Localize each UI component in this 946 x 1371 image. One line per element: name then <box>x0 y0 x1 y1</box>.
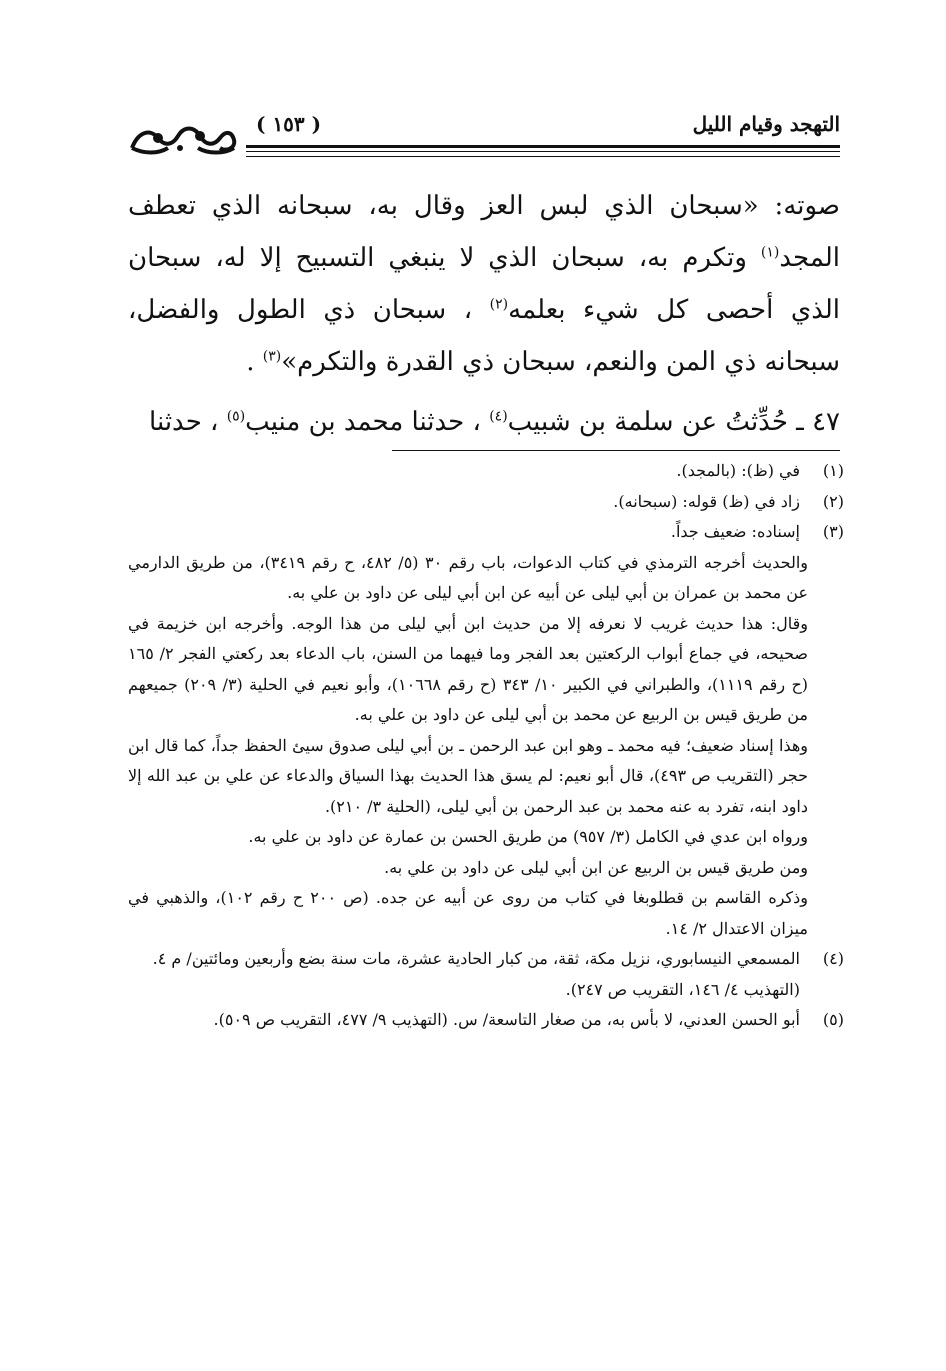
header-rule <box>246 151 840 152</box>
footnote-paragraph: وهذا إسناد ضعيف؛ فيه محمد ـ وهو ابن عبد الرحمن ـ بن أبي ليلى صدوق سيئ الحفظ جداً، كما قال ابن حجر (التقريب ص ٤٩٣)، قال أبو نعيم: لم يسق هذا الحديث بهذا السياق والدعاء عن علي بن عبد الله إلا داود ابنه، تفرد به عنه محمد بن عبد الرحمن بن أبي ليلى، (الحلية ٣/ ٢١٠). <box>128 735 809 816</box>
main-text <box>128 180 840 448</box>
footnote-ref[interactable]: (٤) <box>489 408 508 425</box>
footnote-text: في (ظ): (بالمجد). <box>676 461 800 480</box>
footnote-2 <box>128 487 844 518</box>
header-rule <box>246 156 840 157</box>
footnote-ref[interactable]: (٣) <box>262 348 282 365</box>
page-header <box>128 108 840 164</box>
footnote-ref[interactable]: (٥) <box>226 408 246 425</box>
footnote-text: المسمعي النيسابوري، نزيل مكة، ثقة، من كبار الحادية عشرة، مات سنة بضع وأربعين ومائتين/ م ٤. (التهذيب ٤/ ١٤٦، التقريب ص ٢٤٧). <box>152 949 800 999</box>
footnote-number: (٤) <box>822 949 844 968</box>
footnote-number: (٢) <box>822 491 844 511</box>
footnote-3-body <box>128 548 844 945</box>
footnote-number: (١) <box>822 461 844 480</box>
footnote-3 <box>128 517 844 548</box>
footnote-1 <box>128 456 844 487</box>
footnote-paragraph: ومن طريق قيس بن الربيع عن ابن أبي ليلى عن داود بن علي به. <box>384 857 808 877</box>
footnote-text: زاد في (ظ) قوله: (سبحانه). <box>613 491 800 511</box>
footnote-ref[interactable]: (١) <box>760 244 780 261</box>
hadith-paragraph: ٤٧ ـ حُدِّثتُ عن سلمة بن شبيب$^{(٤)}$ ، حدثنا محمد بن منيب$^{(٥)}$ ، حدثنا <box>149 407 840 437</box>
footnote-4 <box>128 944 844 1005</box>
footnotes <box>128 456 844 1036</box>
running-title: التهجد وقيام الليل <box>692 112 840 136</box>
footnote-paragraph: وقال: هذا حديث غريب لا نعرفه إلا من حديث ابن أبي ليلى من هذا الوجه. وأخرجه ابن خزيمة في صحيحه، في جماع أبواب الركعتين بعد الفجر وما فيهما من السنن، باب الدعاء بعد ركعتي الفجر ٢/ ١٦٥ (ح رقم ١١١٩)، والطبراني في الكبير ١٠/ ٣٤٣ (ح رقم ١٠٦٦٨)، وأبو نعيم في الحلية (٣/ ٢٠٩) جميعهم من طريق قيس بن الربيع عن محمد بن أبي ليلى عن داود بن علي به. <box>128 613 809 724</box>
header-rule <box>246 145 840 148</box>
main-paragraph: صوته: «سبحان الذي لبس العز وقال به، سبحانه الذي تعطف المجد$^{(١)}$ وتكرم به، سبحان الذي لا ينبغي التسبيح إلا له، سبحان الذي أحصى كل شيء بعلمه$^{(٢)}$ ، سبحان ذي الطول والفضل، سبحانه ذي المن والنعم، سبحان ذي القدرة والتكرم»$^{(٣)}$ . <box>128 191 841 377</box>
footnote-separator <box>392 450 840 451</box>
footnote-5 <box>128 1005 844 1036</box>
footnote-paragraph: والحديث أخرجه الترمذي في كتاب الدعوات، باب رقم ٣٠ (٥/ ٤٨٢، ح رقم ٣٤١٩)، من طريق الدارمي عن محمد بن عمران بن أبي ليلى عن أبيه عن ابن أبي ليلى عن داود بن علي به. <box>128 552 808 602</box>
ornament-icon <box>128 118 238 158</box>
footnote-paragraph: وذكره القاسم بن قطلوبغا في كتاب من روى عن أبيه عن جده. (ص ٢٠٠ ح رقم ١٠٢)، والذهبي في ميزان الاعتدال ٢/ ١٤. <box>128 888 809 938</box>
page-number: ( ١٥٣ ) <box>256 112 322 136</box>
footnote-text: إسناده: ضعيف جداً. <box>670 522 800 541</box>
footnote-number: (٥) <box>822 1010 844 1029</box>
footnote-text: أبو الحسن العدني، لا بأس به، من صغار التاسعة/ س. (التهذيب ٩/ ٤٧٧، التقريب ص ٥٠٩). <box>213 1010 800 1029</box>
footnote-number: (٣) <box>822 522 844 541</box>
footnote-paragraph: ورواه ابن عدي في الكامل (٣/ ٩٥٧) من طريق الحسن بن عمارة عن داود بن علي به. <box>248 827 808 846</box>
footnote-ref[interactable]: (٢) <box>489 296 509 313</box>
